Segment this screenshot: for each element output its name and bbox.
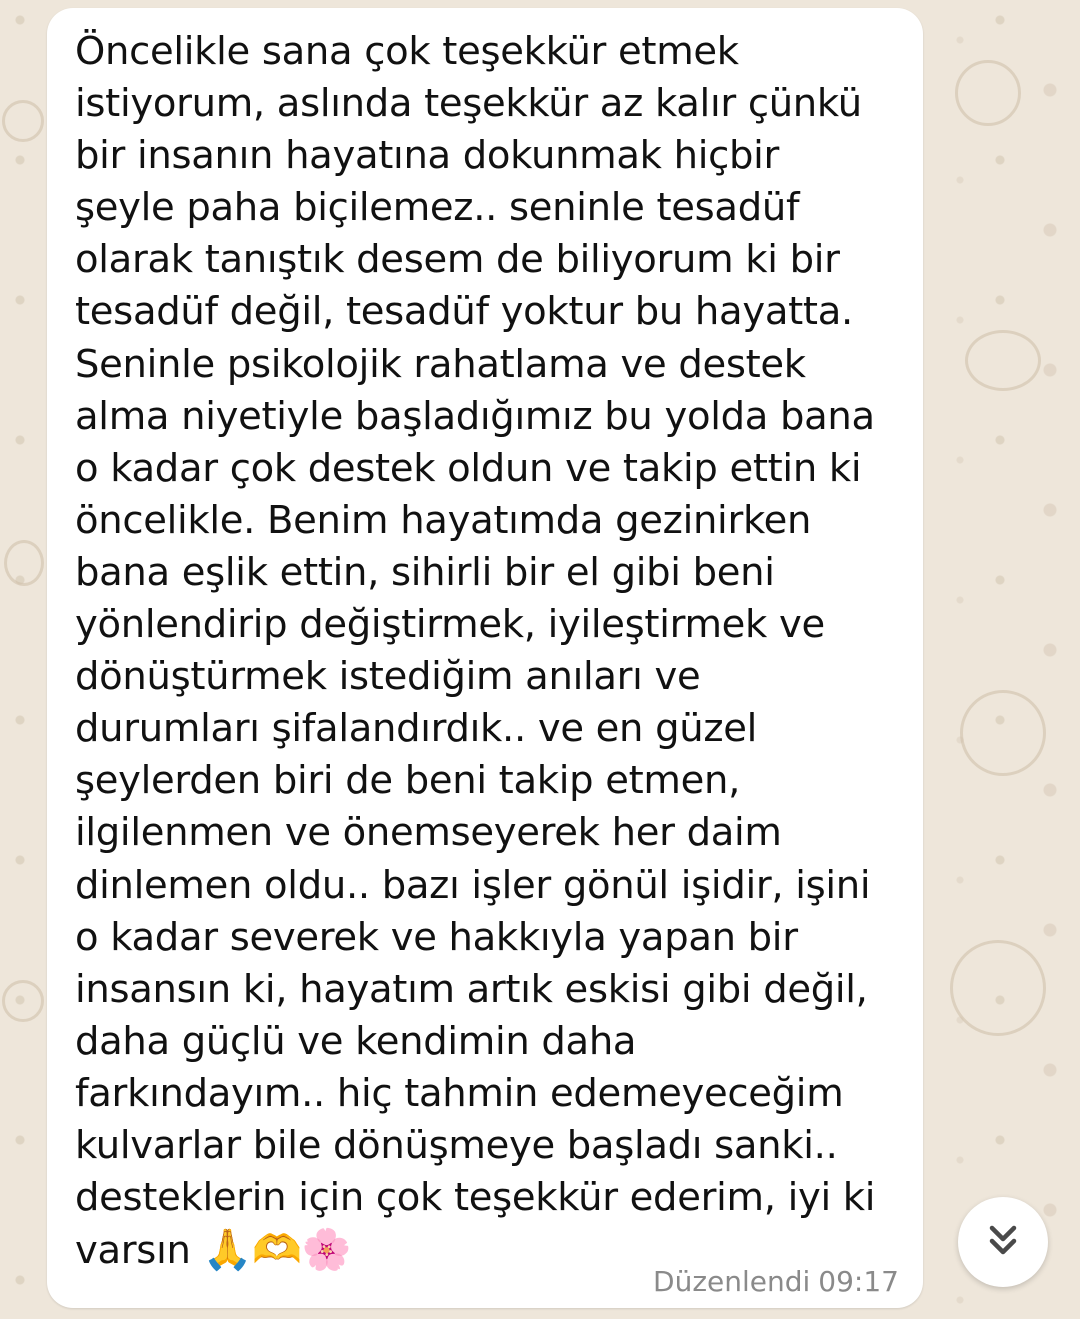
message-line: alma niyetiyle başladığımız bu yolda bana [75, 393, 875, 439]
message-line: Öncelikle sana çok teşekkür etmek [75, 29, 739, 74]
scroll-to-bottom-button[interactable] [958, 1197, 1048, 1287]
message-line: istiyorum, aslında teşekkür az kalır çünkü [75, 81, 862, 127]
message-line: olarak tanıştık desem de biliyorum ki bir [75, 237, 840, 283]
message-text [75, 26, 905, 1277]
message-emojis: 🙏🫶🌸 [202, 1227, 352, 1274]
message-line: dinlemen oldu.. bazı işler gönül işidir, işini [75, 862, 871, 908]
message-meta [653, 1265, 899, 1298]
message-line: öncelikle. Benim hayatımda gezinirken [75, 497, 812, 543]
message-line: tesadüf değil, tesadüf yoktur bu hayatta. [75, 289, 853, 335]
message-line: o kadar çok destek oldun ve takip ettin ki [75, 445, 862, 491]
double-chevron-down-icon [983, 1220, 1023, 1265]
message-line: kulvarlar bile dönüşmeye başladı sanki.. [75, 1122, 838, 1168]
message-line: farkındayım.. hiç tahmin edemeyeceğim [75, 1070, 844, 1116]
wallpaper-doodle [950, 940, 1046, 1036]
message-line: desteklerin için çok teşekkür ederim, iyi ki [75, 1175, 876, 1221]
edited-label: Düzenlendi [653, 1265, 811, 1298]
message-line: insansın ki, hayatım artık eskisi gibi değil, [75, 966, 868, 1012]
wallpaper-doodle [2, 980, 44, 1022]
wallpaper-doodle [955, 60, 1021, 126]
message-last-line: varsın [75, 1228, 191, 1274]
wallpaper-doodle [4, 540, 44, 586]
message-line: Seninle psikolojik rahatlama ve destek [75, 341, 806, 387]
message-line: daha güçlü ve kendimin daha [75, 1018, 637, 1064]
message-line: bana eşlik ettin, sihirli bir el gibi beni [75, 549, 775, 595]
message-line: şeyle paha biçilemez.. seninle tesadüf [75, 185, 800, 231]
message-line: durumları şifalandırdık.. ve en güzel [75, 706, 758, 752]
wallpaper-doodle [960, 690, 1046, 776]
message-body [75, 29, 875, 1220]
message-bubble[interactable] [47, 8, 923, 1308]
message-time: 09:17 [818, 1265, 899, 1298]
message-line: yönlendirip değiştirmek, iyileştirmek ve [75, 602, 825, 648]
wallpaper-doodle [965, 330, 1041, 391]
wallpaper-doodle [2, 100, 44, 142]
message-line: şeylerden biri de beni takip etmen, [75, 758, 741, 804]
message-line: o kadar severek ve hakkıyla yapan bir [75, 914, 798, 960]
message-line: bir insanın hayatına dokunmak hiçbir [75, 133, 780, 179]
message-line: dönüştürmek istediğim anıları ve [75, 654, 701, 700]
message-line: ilgilenmen ve önemseyerek her daim [75, 810, 782, 856]
